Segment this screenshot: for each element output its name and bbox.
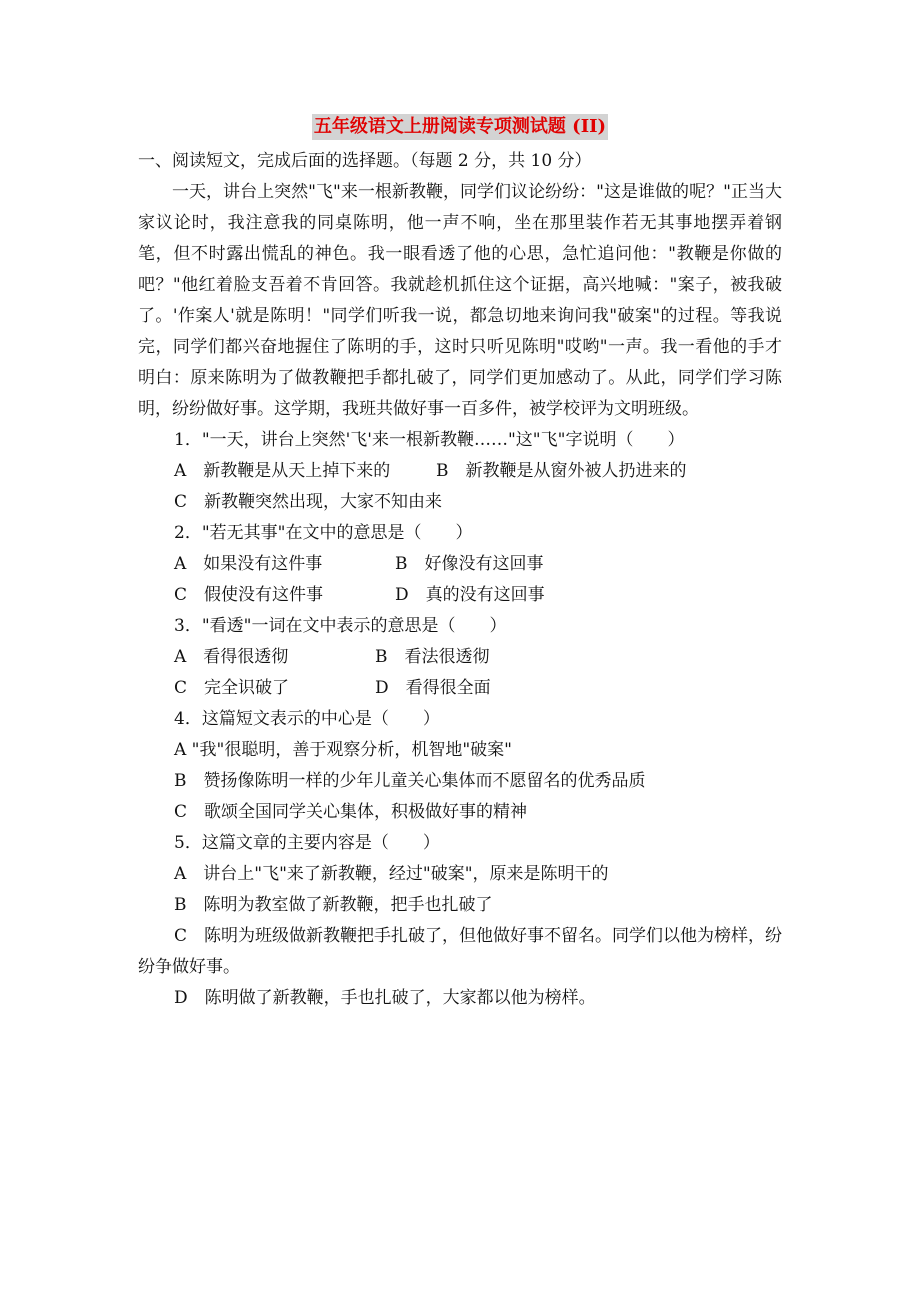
title-container — [0, 114, 920, 140]
question-1-option-b: B 新教鞭是从窗外被人扔进来的 — [436, 461, 687, 481]
question-4-option-c: C 歌颂全国同学关心集体，积极做好事的精神 — [174, 802, 528, 822]
question-1-option-a: A 新教鞭是从天上掉下来的 — [174, 461, 391, 481]
question-4-option-a: A "我"很聪明，善于观察分析，机智地"破案" — [174, 740, 512, 760]
question-2-options-row-1 — [138, 549, 782, 580]
question-3-stem: 3．"看透"一词在文中表示的意思是（ ） — [174, 616, 507, 636]
question-5-stem: 5．这篇文章的主要内容是（ ） — [174, 833, 440, 853]
question-3-options-row-2 — [138, 673, 782, 704]
question-2-option-c: C 假使没有这件事 — [174, 585, 324, 605]
question-3-option-d: D 看得很全面 — [375, 678, 491, 698]
question-2-options-row-2 — [138, 580, 782, 611]
question-1-option-c: C 新教鞭突然出现，大家不知由来 — [174, 492, 443, 512]
question-5-option-c: C 陈明为班级做新教鞭把手扎破了，但他做好事不留名。同学们以他为榜样，纷纷争做好事。 — [138, 926, 783, 977]
question-5-option-a: A 讲台上"飞"来了新教鞭，经过"破案"，原来是陈明干的 — [174, 864, 609, 884]
question-4-option-b: B 赞扬像陈明一样的少年儿童关心集体而不愿留名的优秀品质 — [174, 771, 646, 791]
question-3-options-row-1 — [138, 642, 782, 673]
document-content — [138, 146, 782, 1014]
reading-passage: 一天，讲台上突然"飞"来一根新教鞭，同学们议论纷纷："这是谁做的呢？"正当大家议论时，我注意我的同桌陈明，他一声不响，坐在那里装作若无其事地摆弄着钢笔，但不时露出慌乱的神色。我一眼看透了他的心思，急忙追问他："教鞭是你做的吧？"他红着脸支吾着不肯回答。我就趁机抓住这个证据，高兴地喊："案子，被我破了。'作案人'就是陈明！"同学们听我一说，都急切地来询问我"破案"的过程。等我说完，同学们都兴奋地握住了陈明的手，这时只听见陈明"哎哟"一声。我一看他的手才明白：原来陈明为了做教鞭把手都扎破了，同学们更加感动了。从此，同学们学习陈明，纷纷做好事。这学期，我班共做好事一百多件，被学校评为文明班级。 — [138, 182, 782, 419]
section-heading: 一、阅读短文，完成后面的选择题。（每题 2 分，共 10 分） — [138, 151, 592, 171]
question-1-options-row-1 — [138, 456, 782, 487]
question-3-option-a: A 看得很透彻 — [174, 647, 289, 667]
question-1-stem: 1．"一天，讲台上突然'飞'来一根新教鞭……"这"飞"字说明（ ） — [174, 430, 685, 450]
question-2-option-a: A 如果没有这件事 — [174, 554, 323, 574]
question-2-stem: 2．"若无其事"在文中的意思是（ ） — [174, 523, 473, 543]
question-2-option-b: B 好像没有这回事 — [395, 554, 544, 574]
question-3-option-c: C 完全识破了 — [174, 678, 290, 698]
question-3-option-b: B 看法很透彻 — [375, 647, 490, 667]
question-5-option-b: B 陈明为教室做了新教鞭，把手也扎破了 — [174, 895, 493, 915]
question-2-option-d: D 真的没有这回事 — [395, 585, 545, 605]
document-title: 五年级语文上册阅读专项测试题 (II) — [312, 114, 608, 140]
question-4-stem: 4．这篇短文表示的中心是（ ） — [174, 709, 440, 729]
question-5-option-d: D 陈明做了新教鞭，手也扎破了，大家都以他为榜样。 — [174, 988, 596, 1008]
